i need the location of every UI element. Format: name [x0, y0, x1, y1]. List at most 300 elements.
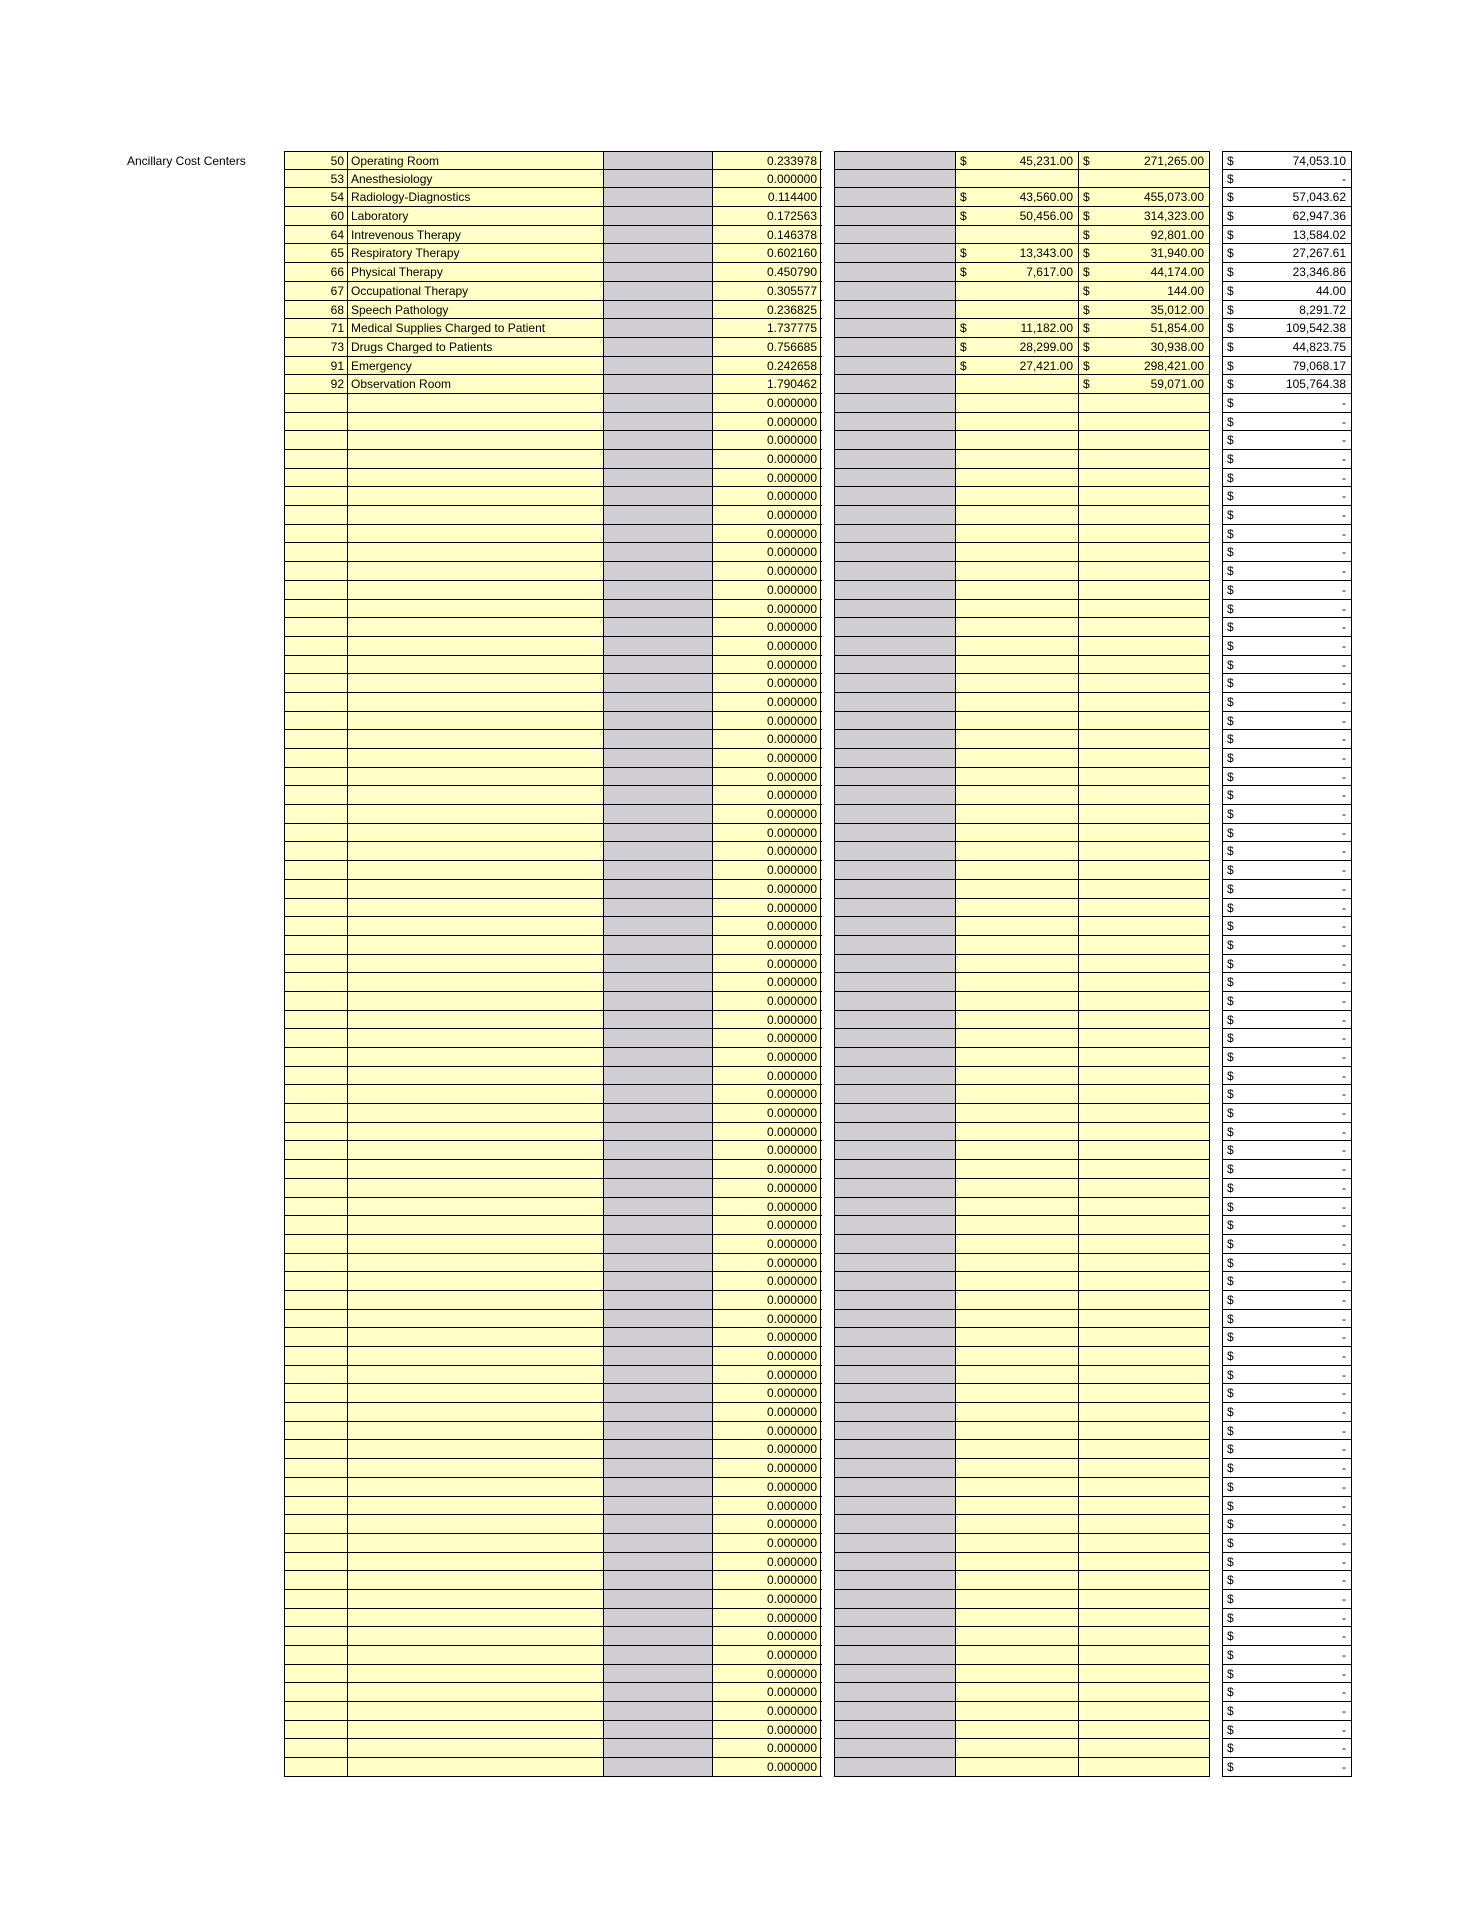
cost-center-code-cell[interactable]: [284, 674, 348, 692]
charges-a-cell[interactable]: [956, 1235, 1079, 1253]
charges-a-cell[interactable]: [956, 955, 1079, 973]
cost-center-name-cell[interactable]: [348, 805, 604, 823]
charges-b-cell[interactable]: [1079, 152, 1210, 169]
total-cost-cell[interactable]: [1222, 992, 1352, 1010]
cost-center-code-cell[interactable]: [284, 973, 348, 991]
total-cost-cell[interactable]: [1222, 1665, 1352, 1683]
total-cost-cell[interactable]: [1222, 543, 1352, 561]
charges-b-cell[interactable]: [1079, 301, 1210, 319]
cost-ratio-cell[interactable]: 0.000000: [713, 1067, 821, 1085]
cost-ratio-cell[interactable]: 0.000000: [713, 506, 821, 524]
cost-center-name-cell[interactable]: [348, 656, 604, 674]
shaded-cell[interactable]: [604, 1590, 713, 1608]
charges-b-cell[interactable]: [1079, 1422, 1210, 1440]
cost-ratio-cell[interactable]: 0.000000: [713, 899, 821, 917]
cost-center-name-cell[interactable]: [348, 1347, 604, 1365]
shaded-cell[interactable]: [604, 749, 713, 767]
charges-a-cell[interactable]: [956, 693, 1079, 711]
total-cost-cell[interactable]: [1222, 786, 1352, 804]
charges-a-cell[interactable]: [956, 1646, 1079, 1664]
shaded-cell[interactable]: [604, 301, 713, 319]
charges-b-cell[interactable]: [1079, 543, 1210, 561]
charges-a-cell[interactable]: [956, 824, 1079, 842]
charges-a-cell[interactable]: [956, 207, 1079, 225]
cost-center-name-cell[interactable]: [348, 1553, 604, 1571]
charges-b-cell[interactable]: [1079, 581, 1210, 599]
cost-ratio-cell[interactable]: 0.172563: [713, 207, 821, 225]
cost-center-code-cell[interactable]: 71: [284, 319, 348, 337]
shaded-cell[interactable]: [834, 1665, 956, 1683]
total-cost-cell[interactable]: [1222, 1758, 1352, 1776]
charges-b-cell[interactable]: [1079, 805, 1210, 823]
cost-ratio-cell[interactable]: 0.000000: [713, 861, 821, 879]
charges-a-cell[interactable]: [956, 1683, 1079, 1701]
cost-center-name-cell[interactable]: [348, 1048, 604, 1066]
charges-a-cell[interactable]: [956, 749, 1079, 767]
cost-center-code-cell[interactable]: 73: [284, 338, 348, 356]
charges-a-cell[interactable]: [956, 1198, 1079, 1216]
cost-center-name-cell[interactable]: [348, 525, 604, 543]
shaded-cell[interactable]: [604, 357, 713, 375]
cost-ratio-cell[interactable]: 0.000000: [713, 543, 821, 561]
cost-center-code-cell[interactable]: [284, 413, 348, 431]
shaded-cell[interactable]: [834, 1758, 956, 1776]
charges-a-cell[interactable]: [956, 1067, 1079, 1085]
shaded-cell[interactable]: [604, 1272, 713, 1290]
charges-a-cell[interactable]: [956, 880, 1079, 898]
cost-center-code-cell[interactable]: [284, 899, 348, 917]
charges-a-cell[interactable]: [956, 1403, 1079, 1421]
cost-center-name-cell[interactable]: [348, 394, 604, 412]
shaded-cell[interactable]: [834, 1085, 956, 1103]
total-cost-cell[interactable]: [1222, 1272, 1352, 1290]
cost-center-name-cell[interactable]: [348, 1665, 604, 1683]
charges-b-cell[interactable]: [1079, 1310, 1210, 1328]
cost-center-code-cell[interactable]: [284, 1123, 348, 1141]
shaded-cell[interactable]: [834, 1366, 956, 1384]
shaded-cell[interactable]: [834, 1123, 956, 1141]
shaded-cell[interactable]: [604, 768, 713, 786]
charges-a-cell[interactable]: [956, 1179, 1079, 1197]
cost-center-code-cell[interactable]: 92: [284, 375, 348, 393]
cost-ratio-cell[interactable]: 0.000000: [713, 1198, 821, 1216]
charges-a-cell[interactable]: [956, 1291, 1079, 1309]
shaded-cell[interactable]: [604, 712, 713, 730]
cost-center-name-cell[interactable]: [348, 1310, 604, 1328]
total-cost-cell[interactable]: [1222, 1627, 1352, 1645]
shaded-cell[interactable]: [834, 1291, 956, 1309]
charges-a-cell[interactable]: [956, 1440, 1079, 1458]
charges-b-cell[interactable]: [1079, 1029, 1210, 1047]
total-cost-cell[interactable]: [1222, 730, 1352, 748]
shaded-cell[interactable]: [604, 506, 713, 524]
charges-a-cell[interactable]: [956, 450, 1079, 468]
cost-center-name-cell[interactable]: Speech Pathology: [348, 301, 604, 319]
cost-center-code-cell[interactable]: [284, 1235, 348, 1253]
shaded-cell[interactable]: [834, 1422, 956, 1440]
shaded-cell[interactable]: [604, 1646, 713, 1664]
cost-ratio-cell[interactable]: 0.000000: [713, 917, 821, 935]
cost-ratio-cell[interactable]: 0.000000: [713, 1627, 821, 1645]
cost-ratio-cell[interactable]: 0.000000: [713, 618, 821, 636]
charges-b-cell[interactable]: [1079, 1478, 1210, 1496]
total-cost-cell[interactable]: [1222, 375, 1352, 393]
charges-a-cell[interactable]: [956, 394, 1079, 412]
shaded-cell[interactable]: [604, 1104, 713, 1122]
total-cost-cell[interactable]: [1222, 1403, 1352, 1421]
shaded-cell[interactable]: [834, 1160, 956, 1178]
charges-a-cell[interactable]: [956, 562, 1079, 580]
cost-center-name-cell[interactable]: Laboratory: [348, 207, 604, 225]
cost-center-name-cell[interactable]: [348, 1758, 604, 1776]
charges-a-cell[interactable]: [956, 805, 1079, 823]
cost-center-name-cell[interactable]: [348, 1366, 604, 1384]
total-cost-cell[interactable]: [1222, 301, 1352, 319]
shaded-cell[interactable]: [604, 394, 713, 412]
total-cost-cell[interactable]: [1222, 1440, 1352, 1458]
cost-center-name-cell[interactable]: [348, 1571, 604, 1589]
charges-a-cell[interactable]: [956, 1310, 1079, 1328]
cost-center-code-cell[interactable]: [284, 1198, 348, 1216]
total-cost-cell[interactable]: [1222, 917, 1352, 935]
cost-center-code-cell[interactable]: [284, 1160, 348, 1178]
cost-ratio-cell[interactable]: 0.000000: [713, 1403, 821, 1421]
shaded-cell[interactable]: [834, 357, 956, 375]
total-cost-cell[interactable]: [1222, 207, 1352, 225]
cost-center-code-cell[interactable]: [284, 1141, 348, 1159]
cost-center-name-cell[interactable]: [348, 543, 604, 561]
cost-center-name-cell[interactable]: [348, 487, 604, 505]
cost-ratio-cell[interactable]: 0.114400: [713, 188, 821, 206]
charges-b-cell[interactable]: [1079, 319, 1210, 337]
shaded-cell[interactable]: [604, 1422, 713, 1440]
cost-center-name-cell[interactable]: Operating Room: [348, 152, 604, 169]
cost-center-name-cell[interactable]: [348, 1702, 604, 1720]
shaded-cell[interactable]: [604, 543, 713, 561]
shaded-cell[interactable]: [834, 637, 956, 655]
shaded-cell[interactable]: [834, 1534, 956, 1552]
charges-a-cell[interactable]: [956, 730, 1079, 748]
cost-center-code-cell[interactable]: [284, 600, 348, 618]
total-cost-cell[interactable]: [1222, 1459, 1352, 1477]
charges-a-cell[interactable]: [956, 1123, 1079, 1141]
charges-b-cell[interactable]: [1079, 1758, 1210, 1776]
cost-ratio-cell[interactable]: 0.000000: [713, 1366, 821, 1384]
charges-b-cell[interactable]: [1079, 375, 1210, 393]
cost-center-code-cell[interactable]: [284, 730, 348, 748]
cost-center-code-cell[interactable]: [284, 1067, 348, 1085]
cost-ratio-cell[interactable]: 0.450790: [713, 263, 821, 281]
cost-center-code-cell[interactable]: [284, 1459, 348, 1477]
charges-a-cell[interactable]: [956, 917, 1079, 935]
shaded-cell[interactable]: [604, 487, 713, 505]
total-cost-cell[interactable]: [1222, 170, 1352, 188]
total-cost-cell[interactable]: [1222, 1590, 1352, 1608]
cost-ratio-cell[interactable]: 0.000000: [713, 1571, 821, 1589]
shaded-cell[interactable]: [834, 1646, 956, 1664]
cost-center-code-cell[interactable]: [284, 824, 348, 842]
cost-center-code-cell[interactable]: 66: [284, 263, 348, 281]
total-cost-cell[interactable]: [1222, 637, 1352, 655]
cost-center-name-cell[interactable]: [348, 1459, 604, 1477]
shaded-cell[interactable]: [834, 749, 956, 767]
shaded-cell[interactable]: [834, 1702, 956, 1720]
charges-a-cell[interactable]: [956, 1534, 1079, 1552]
total-cost-cell[interactable]: [1222, 152, 1352, 169]
cost-ratio-cell[interactable]: 0.000000: [713, 1459, 821, 1477]
cost-center-code-cell[interactable]: 64: [284, 226, 348, 244]
shaded-cell[interactable]: [604, 786, 713, 804]
cost-ratio-cell[interactable]: 0.756685: [713, 338, 821, 356]
cost-center-name-cell[interactable]: [348, 712, 604, 730]
cost-ratio-cell[interactable]: 0.000000: [713, 487, 821, 505]
charges-a-cell[interactable]: [956, 674, 1079, 692]
charges-b-cell[interactable]: [1079, 1609, 1210, 1627]
cost-center-name-cell[interactable]: [348, 1291, 604, 1309]
cost-ratio-cell[interactable]: 0.000000: [713, 1291, 821, 1309]
cost-ratio-cell[interactable]: 0.000000: [713, 1141, 821, 1159]
charges-a-cell[interactable]: [956, 1347, 1079, 1365]
total-cost-cell[interactable]: [1222, 1384, 1352, 1402]
cost-ratio-cell[interactable]: 0.000000: [713, 1422, 821, 1440]
shaded-cell[interactable]: [604, 1534, 713, 1552]
charges-b-cell[interactable]: [1079, 413, 1210, 431]
total-cost-cell[interactable]: [1222, 469, 1352, 487]
total-cost-cell[interactable]: [1222, 431, 1352, 449]
charges-b-cell[interactable]: [1079, 525, 1210, 543]
charges-b-cell[interactable]: [1079, 1440, 1210, 1458]
cost-center-name-cell[interactable]: [348, 1198, 604, 1216]
cost-ratio-cell[interactable]: 0.000000: [713, 581, 821, 599]
cost-center-name-cell[interactable]: [348, 861, 604, 879]
shaded-cell[interactable]: [834, 1198, 956, 1216]
shaded-cell[interactable]: [834, 936, 956, 954]
shaded-cell[interactable]: [604, 936, 713, 954]
cost-ratio-cell[interactable]: 0.602160: [713, 244, 821, 262]
shaded-cell[interactable]: [604, 1440, 713, 1458]
cost-ratio-cell[interactable]: 0.242658: [713, 357, 821, 375]
charges-a-cell[interactable]: [956, 431, 1079, 449]
shaded-cell[interactable]: [604, 899, 713, 917]
total-cost-cell[interactable]: [1222, 1721, 1352, 1739]
shaded-cell[interactable]: [834, 450, 956, 468]
shaded-cell[interactable]: [604, 1198, 713, 1216]
charges-a-cell[interactable]: [956, 712, 1079, 730]
cost-center-code-cell[interactable]: 68: [284, 301, 348, 319]
charges-b-cell[interactable]: [1079, 1085, 1210, 1103]
cost-center-name-cell[interactable]: [348, 1422, 604, 1440]
cost-ratio-cell[interactable]: 0.000000: [713, 1553, 821, 1571]
shaded-cell[interactable]: [604, 1366, 713, 1384]
total-cost-cell[interactable]: [1222, 1048, 1352, 1066]
cost-center-code-cell[interactable]: 65: [284, 244, 348, 262]
charges-a-cell[interactable]: [956, 600, 1079, 618]
charges-a-cell[interactable]: [956, 973, 1079, 991]
cost-center-code-cell[interactable]: [284, 1104, 348, 1122]
charges-a-cell[interactable]: [956, 1048, 1079, 1066]
cost-center-name-cell[interactable]: Intrevenous Therapy: [348, 226, 604, 244]
charges-b-cell[interactable]: [1079, 1216, 1210, 1234]
shaded-cell[interactable]: [604, 1403, 713, 1421]
charges-a-cell[interactable]: [956, 413, 1079, 431]
total-cost-cell[interactable]: [1222, 1067, 1352, 1085]
charges-b-cell[interactable]: [1079, 487, 1210, 505]
charges-b-cell[interactable]: [1079, 1534, 1210, 1552]
shaded-cell[interactable]: [834, 992, 956, 1010]
total-cost-cell[interactable]: [1222, 319, 1352, 337]
charges-b-cell[interactable]: [1079, 1366, 1210, 1384]
cost-center-name-cell[interactable]: Respiratory Therapy: [348, 244, 604, 262]
shaded-cell[interactable]: [834, 413, 956, 431]
shaded-cell[interactable]: [834, 674, 956, 692]
cost-center-name-cell[interactable]: [348, 1179, 604, 1197]
cost-center-code-cell[interactable]: [284, 1347, 348, 1365]
cost-ratio-cell[interactable]: 0.000000: [713, 394, 821, 412]
total-cost-cell[interactable]: [1222, 1609, 1352, 1627]
total-cost-cell[interactable]: [1222, 282, 1352, 300]
shaded-cell[interactable]: [604, 1683, 713, 1701]
cost-ratio-cell[interactable]: 0.000000: [713, 768, 821, 786]
total-cost-cell[interactable]: [1222, 1553, 1352, 1571]
cost-ratio-cell[interactable]: 0.000000: [713, 1254, 821, 1272]
charges-b-cell[interactable]: [1079, 1683, 1210, 1701]
shaded-cell[interactable]: [834, 712, 956, 730]
total-cost-cell[interactable]: [1222, 394, 1352, 412]
charges-a-cell[interactable]: [956, 656, 1079, 674]
shaded-cell[interactable]: [604, 1123, 713, 1141]
shaded-cell[interactable]: [834, 917, 956, 935]
charges-b-cell[interactable]: [1079, 1198, 1210, 1216]
charges-a-cell[interactable]: [956, 992, 1079, 1010]
charges-b-cell[interactable]: [1079, 861, 1210, 879]
shaded-cell[interactable]: [834, 1104, 956, 1122]
shaded-cell[interactable]: [604, 1067, 713, 1085]
charges-a-cell[interactable]: [956, 1497, 1079, 1515]
cost-center-name-cell[interactable]: [348, 1478, 604, 1496]
total-cost-cell[interactable]: [1222, 1497, 1352, 1515]
cost-center-name-cell[interactable]: [348, 1216, 604, 1234]
cost-center-name-cell[interactable]: [348, 1515, 604, 1533]
cost-center-name-cell[interactable]: [348, 1160, 604, 1178]
total-cost-cell[interactable]: [1222, 899, 1352, 917]
total-cost-cell[interactable]: [1222, 1683, 1352, 1701]
charges-a-cell[interactable]: [956, 338, 1079, 356]
charges-b-cell[interactable]: [1079, 282, 1210, 300]
charges-a-cell[interactable]: [956, 543, 1079, 561]
charges-a-cell[interactable]: [956, 1366, 1079, 1384]
charges-a-cell[interactable]: [956, 1702, 1079, 1720]
cost-center-code-cell[interactable]: [284, 1422, 348, 1440]
charges-a-cell[interactable]: [956, 581, 1079, 599]
cost-center-code-cell[interactable]: [284, 394, 348, 412]
shaded-cell[interactable]: [604, 152, 713, 169]
charges-a-cell[interactable]: [956, 226, 1079, 244]
shaded-cell[interactable]: [604, 973, 713, 991]
charges-a-cell[interactable]: [956, 1665, 1079, 1683]
shaded-cell[interactable]: [604, 880, 713, 898]
charges-b-cell[interactable]: [1079, 263, 1210, 281]
cost-ratio-cell[interactable]: 0.000000: [713, 1534, 821, 1552]
cost-center-name-cell[interactable]: [348, 1235, 604, 1253]
total-cost-cell[interactable]: [1222, 674, 1352, 692]
total-cost-cell[interactable]: [1222, 188, 1352, 206]
cost-center-code-cell[interactable]: [284, 936, 348, 954]
cost-center-code-cell[interactable]: [284, 1739, 348, 1757]
total-cost-cell[interactable]: [1222, 1328, 1352, 1346]
charges-b-cell[interactable]: [1079, 1515, 1210, 1533]
shaded-cell[interactable]: [834, 487, 956, 505]
cost-center-name-cell[interactable]: [348, 506, 604, 524]
cost-center-name-cell[interactable]: [348, 842, 604, 860]
cost-center-name-cell[interactable]: [348, 955, 604, 973]
cost-center-name-cell[interactable]: [348, 917, 604, 935]
cost-ratio-cell[interactable]: 0.000000: [713, 450, 821, 468]
shaded-cell[interactable]: [834, 319, 956, 337]
total-cost-cell[interactable]: [1222, 1011, 1352, 1029]
charges-b-cell[interactable]: [1079, 1646, 1210, 1664]
charges-a-cell[interactable]: [956, 1627, 1079, 1645]
shaded-cell[interactable]: [834, 1272, 956, 1290]
charges-b-cell[interactable]: [1079, 1347, 1210, 1365]
charges-b-cell[interactable]: [1079, 1067, 1210, 1085]
total-cost-cell[interactable]: [1222, 1534, 1352, 1552]
shaded-cell[interactable]: [834, 1011, 956, 1029]
charges-b-cell[interactable]: [1079, 786, 1210, 804]
charges-b-cell[interactable]: [1079, 1739, 1210, 1757]
charges-a-cell[interactable]: [956, 1160, 1079, 1178]
shaded-cell[interactable]: [604, 431, 713, 449]
charges-a-cell[interactable]: [956, 899, 1079, 917]
cost-center-code-cell[interactable]: [284, 1497, 348, 1515]
charges-b-cell[interactable]: [1079, 824, 1210, 842]
cost-ratio-cell[interactable]: 0.000000: [713, 1739, 821, 1757]
charges-a-cell[interactable]: [956, 1609, 1079, 1627]
shaded-cell[interactable]: [834, 1440, 956, 1458]
total-cost-cell[interactable]: [1222, 1254, 1352, 1272]
charges-b-cell[interactable]: [1079, 1141, 1210, 1159]
shaded-cell[interactable]: [834, 1141, 956, 1159]
shaded-cell[interactable]: [604, 1384, 713, 1402]
total-cost-cell[interactable]: [1222, 244, 1352, 262]
charges-b-cell[interactable]: [1079, 1403, 1210, 1421]
charges-b-cell[interactable]: [1079, 712, 1210, 730]
cost-ratio-cell[interactable]: 0.000000: [713, 1515, 821, 1533]
charges-a-cell[interactable]: [956, 786, 1079, 804]
charges-b-cell[interactable]: [1079, 506, 1210, 524]
shaded-cell[interactable]: [834, 1384, 956, 1402]
total-cost-cell[interactable]: [1222, 1366, 1352, 1384]
cost-center-code-cell[interactable]: [284, 1366, 348, 1384]
cost-center-name-cell[interactable]: [348, 1272, 604, 1290]
charges-a-cell[interactable]: [956, 618, 1079, 636]
total-cost-cell[interactable]: [1222, 1515, 1352, 1533]
total-cost-cell[interactable]: [1222, 693, 1352, 711]
shaded-cell[interactable]: [604, 955, 713, 973]
cost-center-code-cell[interactable]: [284, 431, 348, 449]
shaded-cell[interactable]: [834, 805, 956, 823]
cost-center-code-cell[interactable]: 53: [284, 170, 348, 188]
shaded-cell[interactable]: [834, 955, 956, 973]
cost-center-code-cell[interactable]: [284, 1627, 348, 1645]
charges-a-cell[interactable]: [956, 525, 1079, 543]
charges-b-cell[interactable]: [1079, 674, 1210, 692]
total-cost-cell[interactable]: [1222, 936, 1352, 954]
shaded-cell[interactable]: [604, 375, 713, 393]
cost-center-name-cell[interactable]: Drugs Charged to Patients: [348, 338, 604, 356]
cost-ratio-cell[interactable]: 1.737775: [713, 319, 821, 337]
shaded-cell[interactable]: [604, 1721, 713, 1739]
shaded-cell[interactable]: [834, 1590, 956, 1608]
